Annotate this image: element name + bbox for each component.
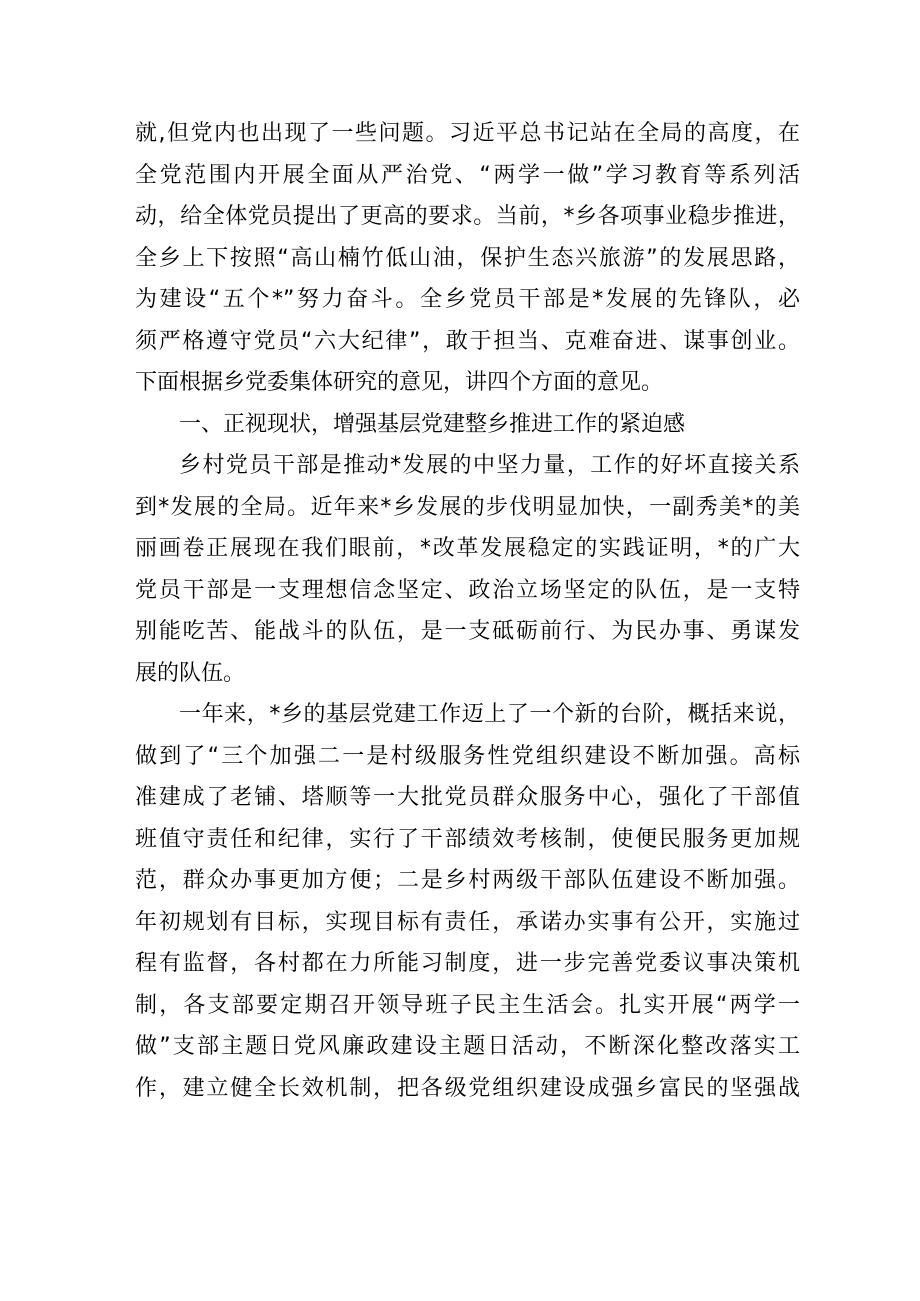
text-line: 作，建立健全长效机制，把各级党组织建设成强乡富民的坚强战	[135, 1075, 800, 1101]
text-line: 全党范围内开展全面从严治党、“两学一做”学习教育等系列活	[135, 162, 800, 188]
body-text	[135, 113, 800, 1109]
text-line: 到*发展的全局。近年来*乡发展的步伐明显加快，一副秀美*的美	[135, 494, 800, 520]
text-line: 就,但党内也出现了一些问题。习近平总书记站在全局的高度，在	[135, 121, 800, 146]
text-line: 乡村党员干部是推动*发展的中坚力量，工作的好坏直接关系	[179, 453, 800, 478]
text-line: 下面根据乡党委集体研究的意见，讲四个方面的意见。	[135, 370, 664, 395]
text-line: 全乡上下按照“高山楠竹低山油，保护生态兴旅游”的发展思路，	[135, 245, 800, 271]
text-line: 别能吃苦、能战斗的队伍，是一支砥砺前行、为民办事、勇谋发	[135, 619, 800, 644]
text-line: 党员干部是一支理想信念坚定、政治立场坚定的队伍，是一支特	[135, 577, 800, 603]
text-line: 做”支部主题日党风廉政建设主题日活动，不断深化整改落实工	[135, 1034, 800, 1059]
text-line: 展的队伍。	[135, 660, 246, 686]
text-line: 丽画卷正展现在我们眼前，*改革发展稳定的实践证明，*的广大	[135, 536, 800, 561]
text-line: 准建成了老铺、塔顺等一大批党员群众服务中心，强化了干部值	[135, 785, 800, 810]
text-line: 须严格遵守党员“六大纪律”，敢于担当、克难奋进、谋事创业。	[135, 328, 800, 354]
text-line: 程有监督，各村都在力所能习制度，进一步完善党委议事决策机	[135, 951, 800, 976]
text-line: 班值守责任和纪律，实行了干部绩效考核制，使便民服务更加规	[135, 826, 800, 852]
text-line: 年初规划有目标，实现目标有责任，承诺办实事有公开，实施过	[135, 909, 800, 935]
section-heading: 一、正视现状，增强基层党建整乡推进工作的紧迫感	[179, 411, 686, 437]
text-line: 做到了“三个加强二一是村级服务性党组织建设不断加强。高标	[135, 743, 800, 769]
text-line: 制，各支部要定期召开领导班子民主生活会。扎实开展“两学一	[135, 992, 800, 1018]
text-line: 为建设“五个*”努力奋斗。全乡党员干部是*发展的先锋队，必	[135, 287, 800, 312]
text-line: 动，给全体党员提出了更高的要求。当前，*乡各项事业稳步推进，	[135, 204, 800, 229]
text-line: 范，群众办事更加方便；二是乡村两级干部队伍建设不断加强。	[135, 868, 800, 893]
text-line: 一年来，*乡的基层党建工作迈上了一个新的台阶，概括来说，	[179, 702, 800, 727]
